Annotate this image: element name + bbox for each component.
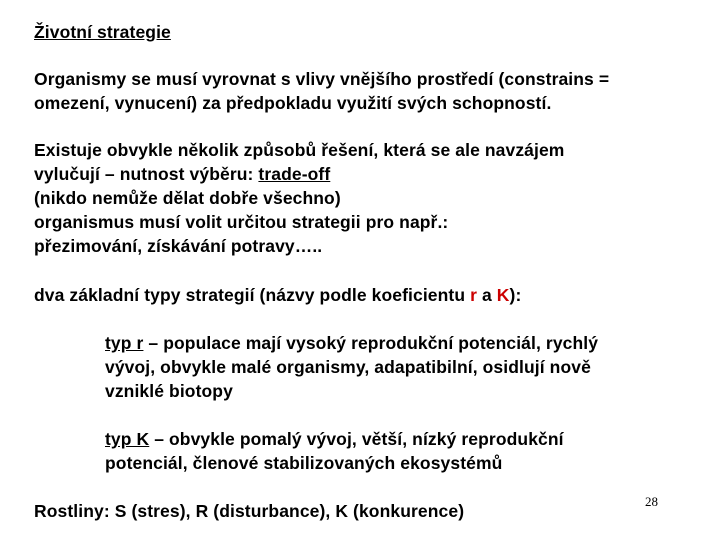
- typ-k-line-2: potenciál, členové stabilizovaných ekosystémů: [105, 453, 503, 473]
- typ-r-line-2: vývoj, obvykle malé organismy, adapatibilní, osidlují nově: [105, 357, 591, 377]
- intro-line-2: omezení, vynucení) za předpokladu využití svých schopností.: [34, 93, 552, 113]
- tradeoff-line-4: organismus musí volit určitou strategii pro např.:: [34, 212, 449, 232]
- typ-r-line-1: [105, 331, 598, 355]
- typ-r-line-1-rest: – populace mají vysoký reprodukční potenciál, rychlý: [143, 333, 599, 353]
- typ-r-line-3: vzniklé biotopy: [105, 381, 233, 401]
- tradeoff-line-3: (nikdo nemůže dělat dobře všechno): [34, 188, 341, 208]
- tradeoff-line-5: přezimování, získávání potravy…..: [34, 236, 323, 256]
- plants-line: Rostliny: S (stres), R (disturbance), K (konkurence): [34, 501, 465, 521]
- tradeoff-line-1: Existuje obvykle několik způsobů řešení, která se ale navzájem: [34, 140, 565, 160]
- strategies-and: a: [477, 285, 497, 305]
- tradeoff-line-2-prefix: vylučují – nutnost výběru:: [34, 164, 259, 184]
- strategies-suffix: ):: [509, 285, 522, 305]
- strategies-line: [34, 283, 521, 307]
- slide-title: Životní strategie: [34, 22, 171, 42]
- coefficient-k: K: [496, 285, 510, 305]
- intro-line-1: Organismy se musí vyrovnat s vlivy vnějšího prostředí (constrains =: [34, 69, 610, 89]
- coefficient-r: r: [470, 285, 478, 305]
- typ-k-line-1-rest: – obvykle pomalý vývoj, větší, nízký reprodukční: [149, 429, 564, 449]
- strategies-prefix: dva základní typy strategií (názvy podle koeficientu: [34, 285, 471, 305]
- tradeoff-line-2: [34, 162, 330, 186]
- page-number: 28: [645, 494, 658, 509]
- typ-k-line-1: [105, 427, 564, 451]
- typ-k-term: typ K: [105, 429, 150, 449]
- tradeoff-term: trade-off: [258, 164, 331, 184]
- typ-r-term: typ r: [105, 333, 144, 353]
